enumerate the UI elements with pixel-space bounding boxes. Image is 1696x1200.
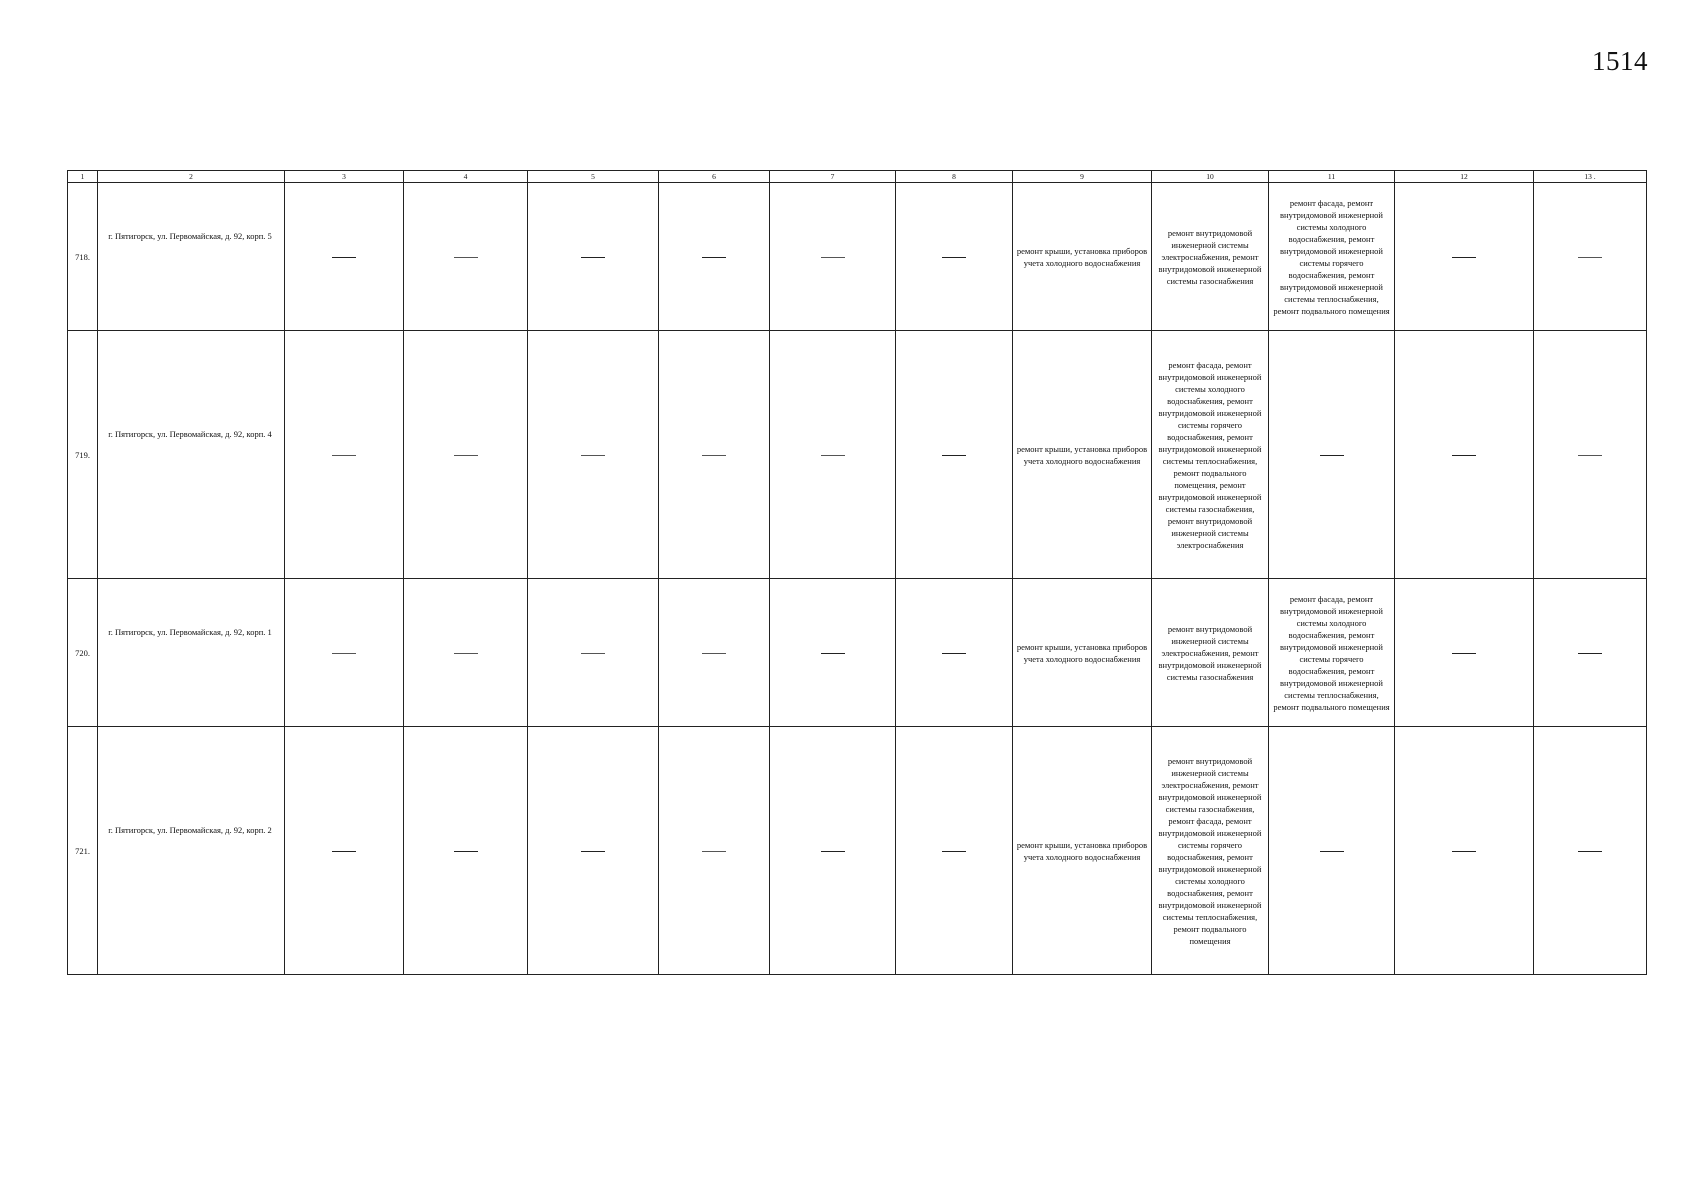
empty-mark	[942, 257, 966, 258]
empty-mark	[332, 653, 356, 654]
empty-mark	[1578, 851, 1602, 852]
work-description: ремонт фасада, ремонт внутридомовой инженерной системы холодного водоснабжения, ремонт внутридомовой инженерной системы горячего водоснабжения, ремонт внутридомовой инженерной системы теплоснабжения, ремонт подвального помещения	[1273, 593, 1390, 712]
column-number: 8	[896, 171, 1013, 183]
address-text: г. Пятигорск, ул. Первомайская, д. 92, корп. 5	[108, 231, 272, 241]
empty-mark	[581, 851, 605, 852]
empty-mark	[821, 455, 845, 456]
empty-cell	[404, 183, 528, 331]
empty-cell	[404, 727, 528, 975]
table-row	[68, 331, 1647, 579]
column-number: 11	[1269, 171, 1395, 183]
empty-cell	[404, 579, 528, 727]
work-cell	[1152, 579, 1269, 727]
empty-mark	[702, 257, 726, 258]
empty-mark	[581, 257, 605, 258]
column-number: 9	[1013, 171, 1152, 183]
empty-mark	[821, 653, 845, 654]
empty-cell	[896, 579, 1013, 727]
column-number: 1	[68, 171, 98, 183]
table-row	[68, 727, 1647, 975]
empty-mark	[821, 257, 845, 258]
empty-mark	[702, 653, 726, 654]
address-cell	[98, 183, 285, 331]
empty-mark	[702, 851, 726, 852]
empty-mark	[454, 851, 478, 852]
empty-cell	[528, 727, 659, 975]
empty-cell	[659, 727, 770, 975]
work-description: ремонт крыши, установка приборов учета холодного водоснабжения	[1016, 839, 1148, 862]
empty-cell	[659, 331, 770, 579]
work-cell	[1269, 183, 1395, 331]
column-number: 2	[98, 171, 285, 183]
empty-mark	[1452, 653, 1476, 654]
column-number: 3	[285, 171, 404, 183]
address-cell	[98, 727, 285, 975]
column-number: 4	[404, 171, 528, 183]
empty-cell	[285, 727, 404, 975]
empty-cell	[528, 331, 659, 579]
column-number: 5	[528, 171, 659, 183]
column-number: 7	[770, 171, 896, 183]
empty-cell	[770, 183, 896, 331]
empty-mark	[942, 653, 966, 654]
empty-mark	[581, 653, 605, 654]
work-description: ремонт фасада, ремонт внутридомовой инженерной системы холодного водоснабжения, ремонт внутридомовой инженерной системы горячего водоснабжения, ремонт внутридомовой инженерной системы теплоснабжения, ремонт подвального помещения, ремонт внутридомовой инженерной системы газоснабжения, ремонт внутридомовой инженерной системы электроснабжения	[1158, 359, 1262, 550]
row-number: 719.	[68, 331, 98, 579]
empty-cell	[404, 331, 528, 579]
empty-mark	[454, 455, 478, 456]
work-cell	[1013, 727, 1152, 975]
empty-mark	[1320, 851, 1344, 852]
empty-mark	[1578, 257, 1602, 258]
work-cell	[1013, 331, 1152, 579]
column-number: 6	[659, 171, 770, 183]
empty-mark	[454, 257, 478, 258]
empty-cell	[1269, 727, 1395, 975]
empty-cell	[1534, 331, 1647, 579]
empty-cell	[659, 579, 770, 727]
work-cell	[1269, 579, 1395, 727]
table-row	[68, 183, 1647, 331]
empty-cell	[1534, 579, 1647, 727]
row-number: 720.	[68, 579, 98, 727]
table-row	[68, 579, 1647, 727]
empty-mark	[1578, 455, 1602, 456]
empty-mark	[1452, 851, 1476, 852]
empty-mark	[1452, 257, 1476, 258]
empty-mark	[454, 653, 478, 654]
work-cell	[1152, 331, 1269, 579]
column-number: 12	[1395, 171, 1534, 183]
empty-mark	[332, 257, 356, 258]
row-number: 721.	[68, 727, 98, 975]
empty-cell	[1269, 331, 1395, 579]
work-description: ремонт внутридомовой инженерной системы электроснабжения, ремонт внутридомовой инженерной системы газоснабжения	[1158, 227, 1262, 286]
empty-cell	[770, 727, 896, 975]
empty-cell	[528, 579, 659, 727]
column-number: 13 .	[1534, 171, 1647, 183]
empty-cell	[1395, 727, 1534, 975]
empty-cell	[285, 579, 404, 727]
work-cell	[1152, 183, 1269, 331]
empty-mark	[1578, 653, 1602, 654]
empty-cell	[896, 331, 1013, 579]
work-cell	[1013, 183, 1152, 331]
empty-cell	[285, 331, 404, 579]
empty-cell	[285, 183, 404, 331]
work-description: ремонт внутридомовой инженерной системы электроснабжения, ремонт внутридомовой инженерной системы газоснабжения	[1158, 623, 1262, 682]
empty-cell	[1534, 183, 1647, 331]
work-cell	[1152, 727, 1269, 975]
empty-cell	[1395, 579, 1534, 727]
address-cell	[98, 579, 285, 727]
empty-mark	[1452, 455, 1476, 456]
empty-mark	[581, 455, 605, 456]
column-number: 10	[1152, 171, 1269, 183]
address-cell	[98, 331, 285, 579]
work-description: ремонт крыши, установка приборов учета холодного водоснабжения	[1016, 245, 1148, 268]
address-text: г. Пятигорск, ул. Первомайская, д. 92, корп. 1	[108, 627, 272, 637]
empty-mark	[821, 851, 845, 852]
work-cell	[1013, 579, 1152, 727]
empty-cell	[896, 183, 1013, 331]
address-text: г. Пятигорск, ул. Первомайская, д. 92, корп. 4	[108, 429, 272, 439]
repair-register-table	[67, 170, 1647, 975]
empty-mark	[332, 455, 356, 456]
work-description: ремонт фасада, ремонт внутридомовой инженерной системы холодного водоснабжения, ремонт внутридомовой инженерной системы горячего водоснабжения, ремонт внутридомовой инженерной системы теплоснабжения, ремонт подвального помещения	[1273, 197, 1390, 316]
address-text: г. Пятигорск, ул. Первомайская, д. 92, корп. 2	[108, 825, 272, 835]
row-number: 718.	[68, 183, 98, 331]
empty-mark	[702, 455, 726, 456]
empty-mark	[942, 455, 966, 456]
work-description: ремонт внутридомовой инженерной системы электроснабжения, ремонт внутридомовой инженерной системы газоснабжения, ремонт фасада, ремонт внутридомовой инженерной системы горячего водоснабжения, ремонт внутридомовой инженерной системы холодного водоснабжения, ремонт внутридомовой инженерной системы теплоснабжения, ремонт подвального помещения	[1158, 755, 1262, 946]
empty-cell	[1395, 331, 1534, 579]
empty-cell	[770, 331, 896, 579]
empty-cell	[659, 183, 770, 331]
work-description: ремонт крыши, установка приборов учета холодного водоснабжения	[1016, 641, 1148, 664]
page-number: 1514	[1592, 46, 1648, 76]
empty-cell	[1534, 727, 1647, 975]
empty-cell	[896, 727, 1013, 975]
empty-cell	[1395, 183, 1534, 331]
work-description: ремонт крыши, установка приборов учета холодного водоснабжения	[1016, 443, 1148, 466]
column-number-row	[68, 171, 1647, 183]
empty-cell	[770, 579, 896, 727]
empty-mark	[1320, 455, 1344, 456]
empty-cell	[528, 183, 659, 331]
empty-mark	[942, 851, 966, 852]
empty-mark	[332, 851, 356, 852]
